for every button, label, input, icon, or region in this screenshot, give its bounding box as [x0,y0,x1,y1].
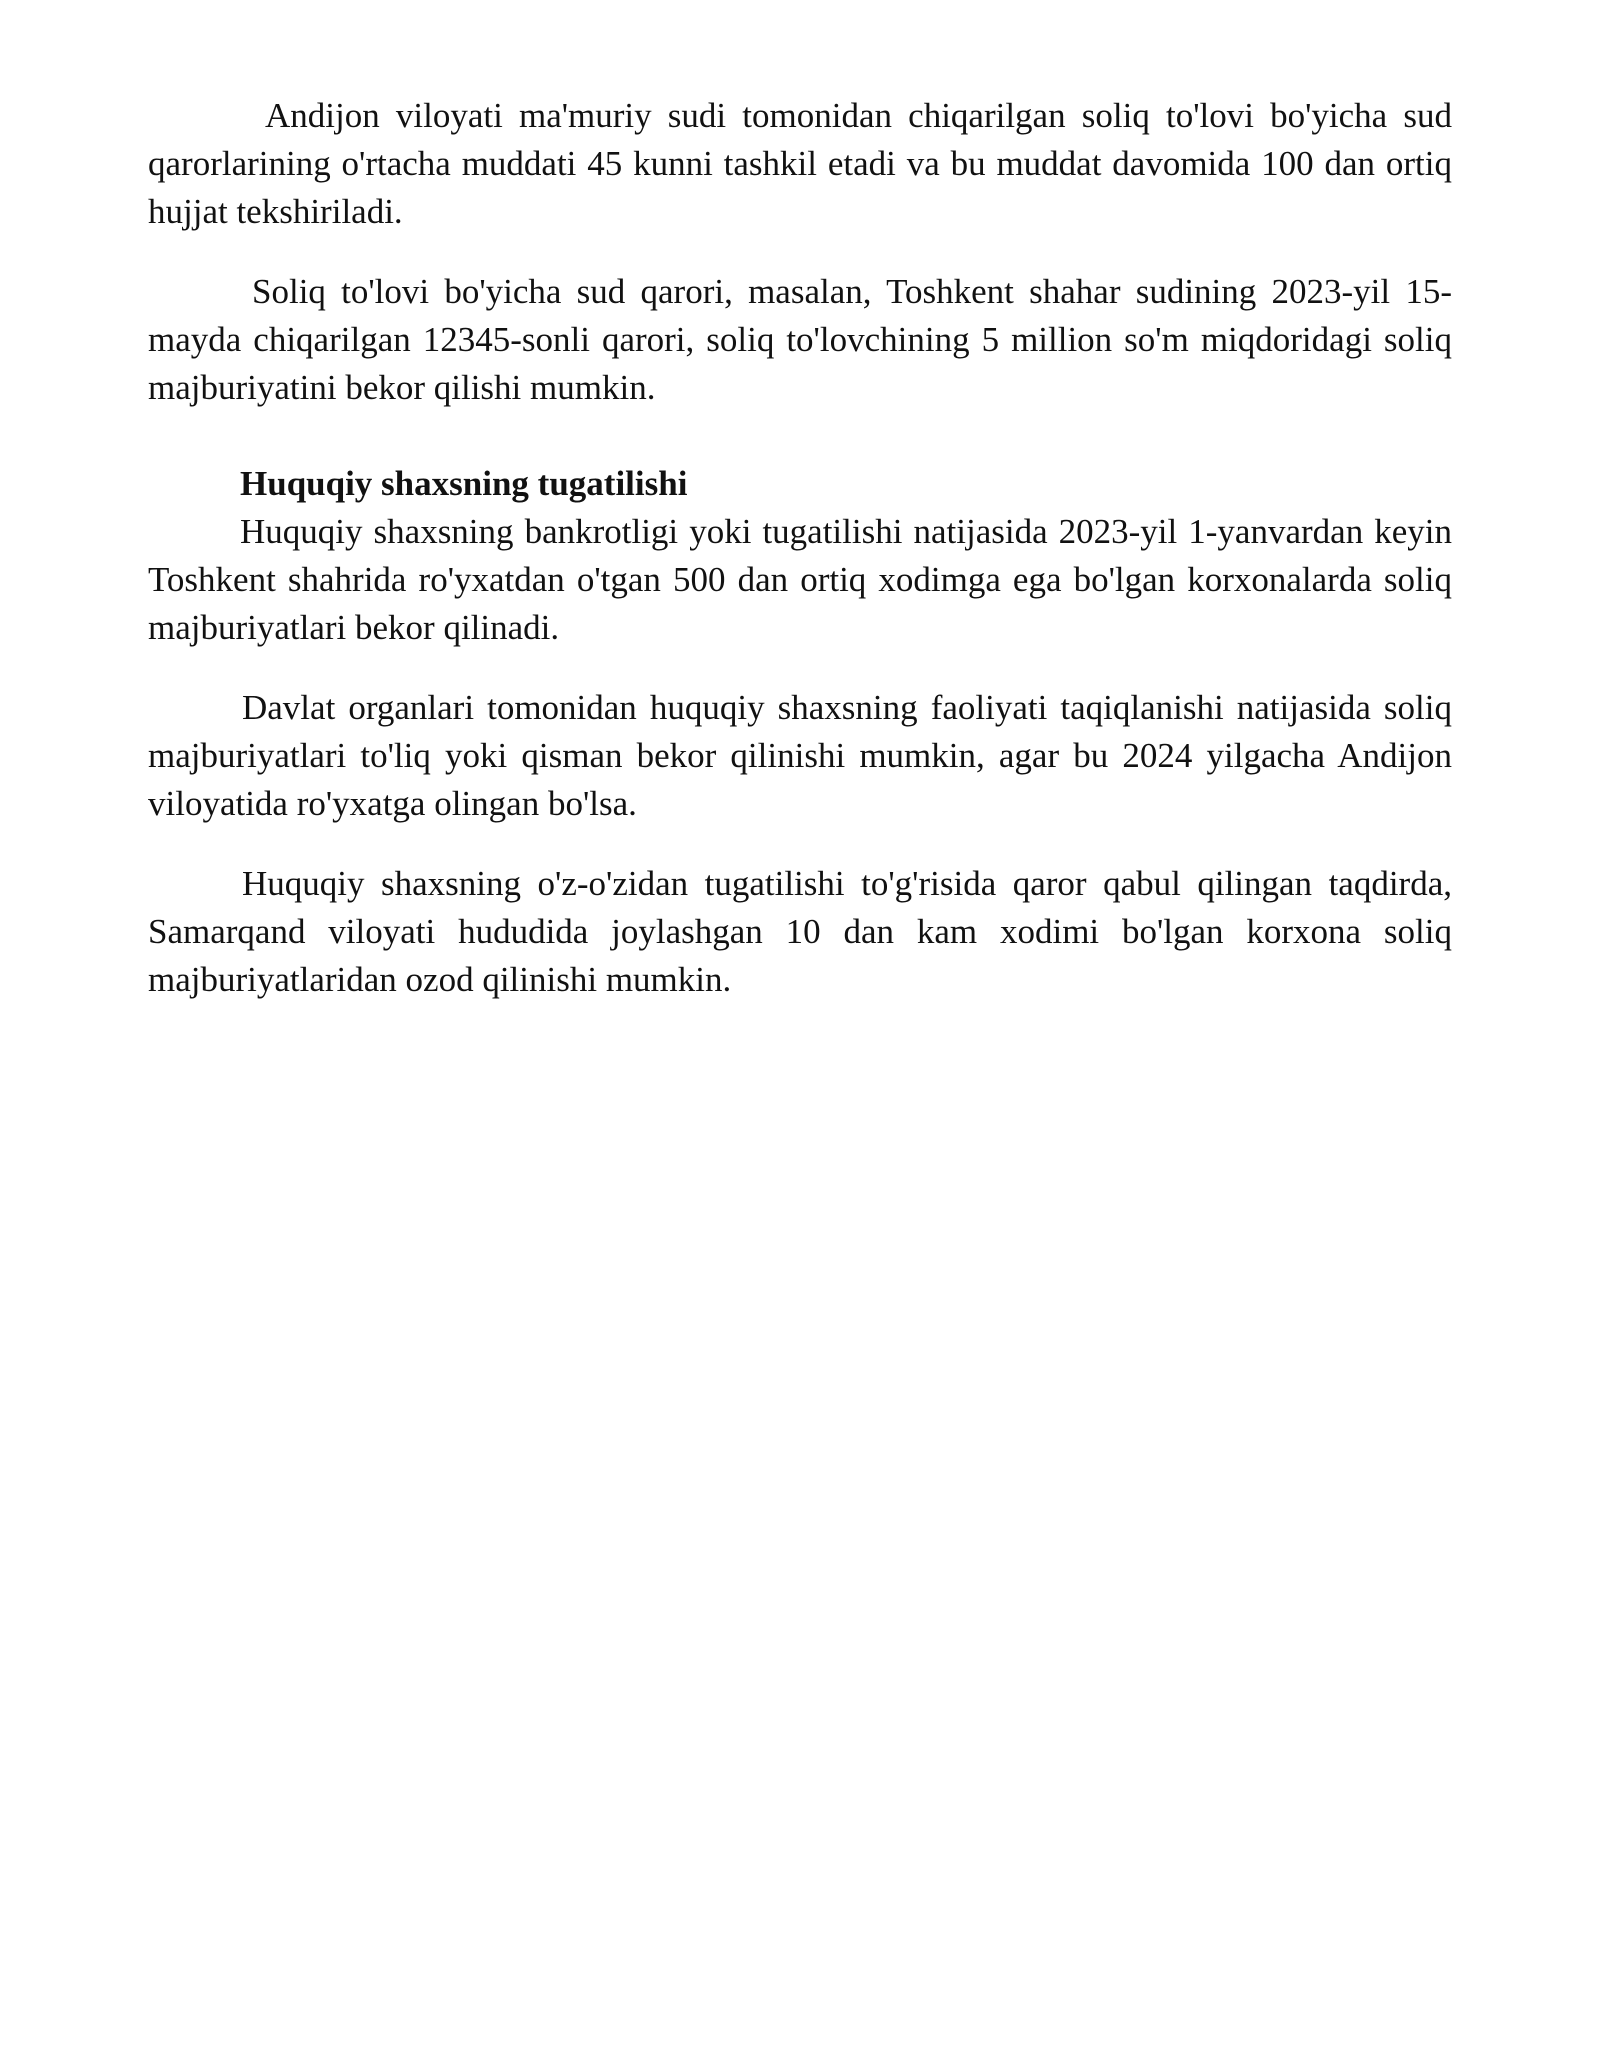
paragraph: Soliq to'lovi bo'yicha sud qarori, masalan, Toshkent shahar sudining 2023-yil 15-mayda chiqarilgan 12345-sonli qarori, soliq to'lovchining 5 million so'm miqdoridagi soliq majburiyatini bekor qilishi mumkin. [148,272,1452,407]
paragraph: Huquqiy shaxsning o'z-o'zidan tugatilishi to'g'risida qaror qabul qilingan taqdirda, Samarqand viloyati hududida joylashgan 10 dan kam xodimi bo'lgan korxona soliq majburiyatlaridan ozod qilinishi mumkin. [148,864,1452,999]
document-body [148,92,1452,1004]
section-heading: Huquqiy shaxsning tugatilishi [240,464,688,503]
paragraph: Davlat organlari tomonidan huquqiy shaxsning faoliyati taqiqlanishi natijasida soliq majburiyatlari to'liq yoki qisman bekor qilinishi mumkin, agar bu 2024 yilgacha Andijon viloyatida ro'yxatga olingan bo'lsa. [148,688,1452,823]
paragraph: Huquqiy shaxsning bankrotligi yoki tugatilishi natijasida 2023-yil 1-yanvardan keyin Toshkent shahrida ro'yxatdan o'tgan 500 dan ortiq xodimga ega bo'lgan korxonalarda soliq majburiyatlari bekor qilinadi. [148,512,1452,647]
paragraph: Andijon viloyati ma'muriy sudi tomonidan chiqarilgan soliq to'lovi bo'yicha sud qarorlarining o'rtacha muddati 45 kunni tashkil etadi va bu muddat davomida 100 dan ortiq hujjat tekshiriladi. [148,96,1452,231]
